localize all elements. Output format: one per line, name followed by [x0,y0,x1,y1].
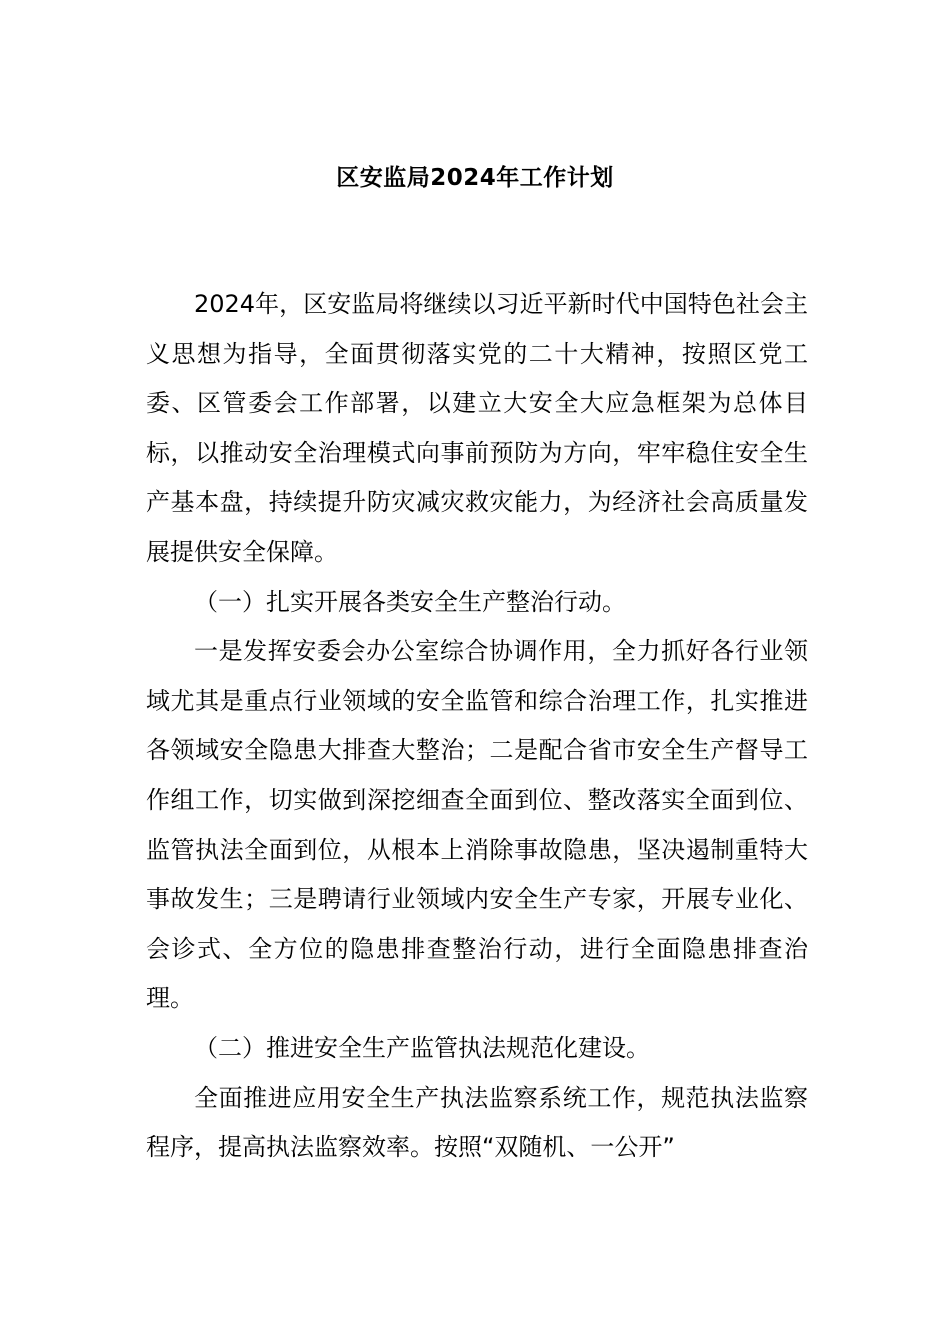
section-heading-1: （一）扎实开展各类安全生产整治行动。 [194,587,626,616]
section-heading-2: （二）推进安全生产监管执法规范化建设。 [194,1033,650,1062]
document-title: 区安监局2024年工作计划 [336,165,614,191]
document-body [146,280,808,1173]
intro-paragraph: 2024年，区安监局将继续以习近平新时代中国特色社会主义思想为指导，全面贯彻落实党的二十大精神，按照区党工委、区管委会工作部署，以建立大安全大应急框架为总体目标，以推动安全治理模式向事前预防为方向，牢牢稳住安全生产基本盘，持续提升防灾减灾救灾能力，为经济社会高质量发展提供安全保障。 [146,290,808,566]
section-paragraph-1: 一是发挥安委会办公室综合协调作用，全力抓好各行业领域尤其是重点行业领域的安全监管和综合治理工作，扎实推进各领域安全隐患大排查大整治；二是配合省市安全生产督导工作组工作，切实做到深挖细查全面到位、整改落实全面到位、监管执法全面到位，从根本上消除事故隐患，坚决遏制重特大事故发生；三是聘请行业领域内安全生产专家，开展专业化、会诊式、全方位的隐患排查整治行动，进行全面隐患排查治理。 [146,637,808,1013]
section-paragraph-2: 全面推进应用安全生产执法监察系统工作，规范执法监察程序，提高执法监察效率。按照“双随机、一公开” [146,1083,808,1162]
